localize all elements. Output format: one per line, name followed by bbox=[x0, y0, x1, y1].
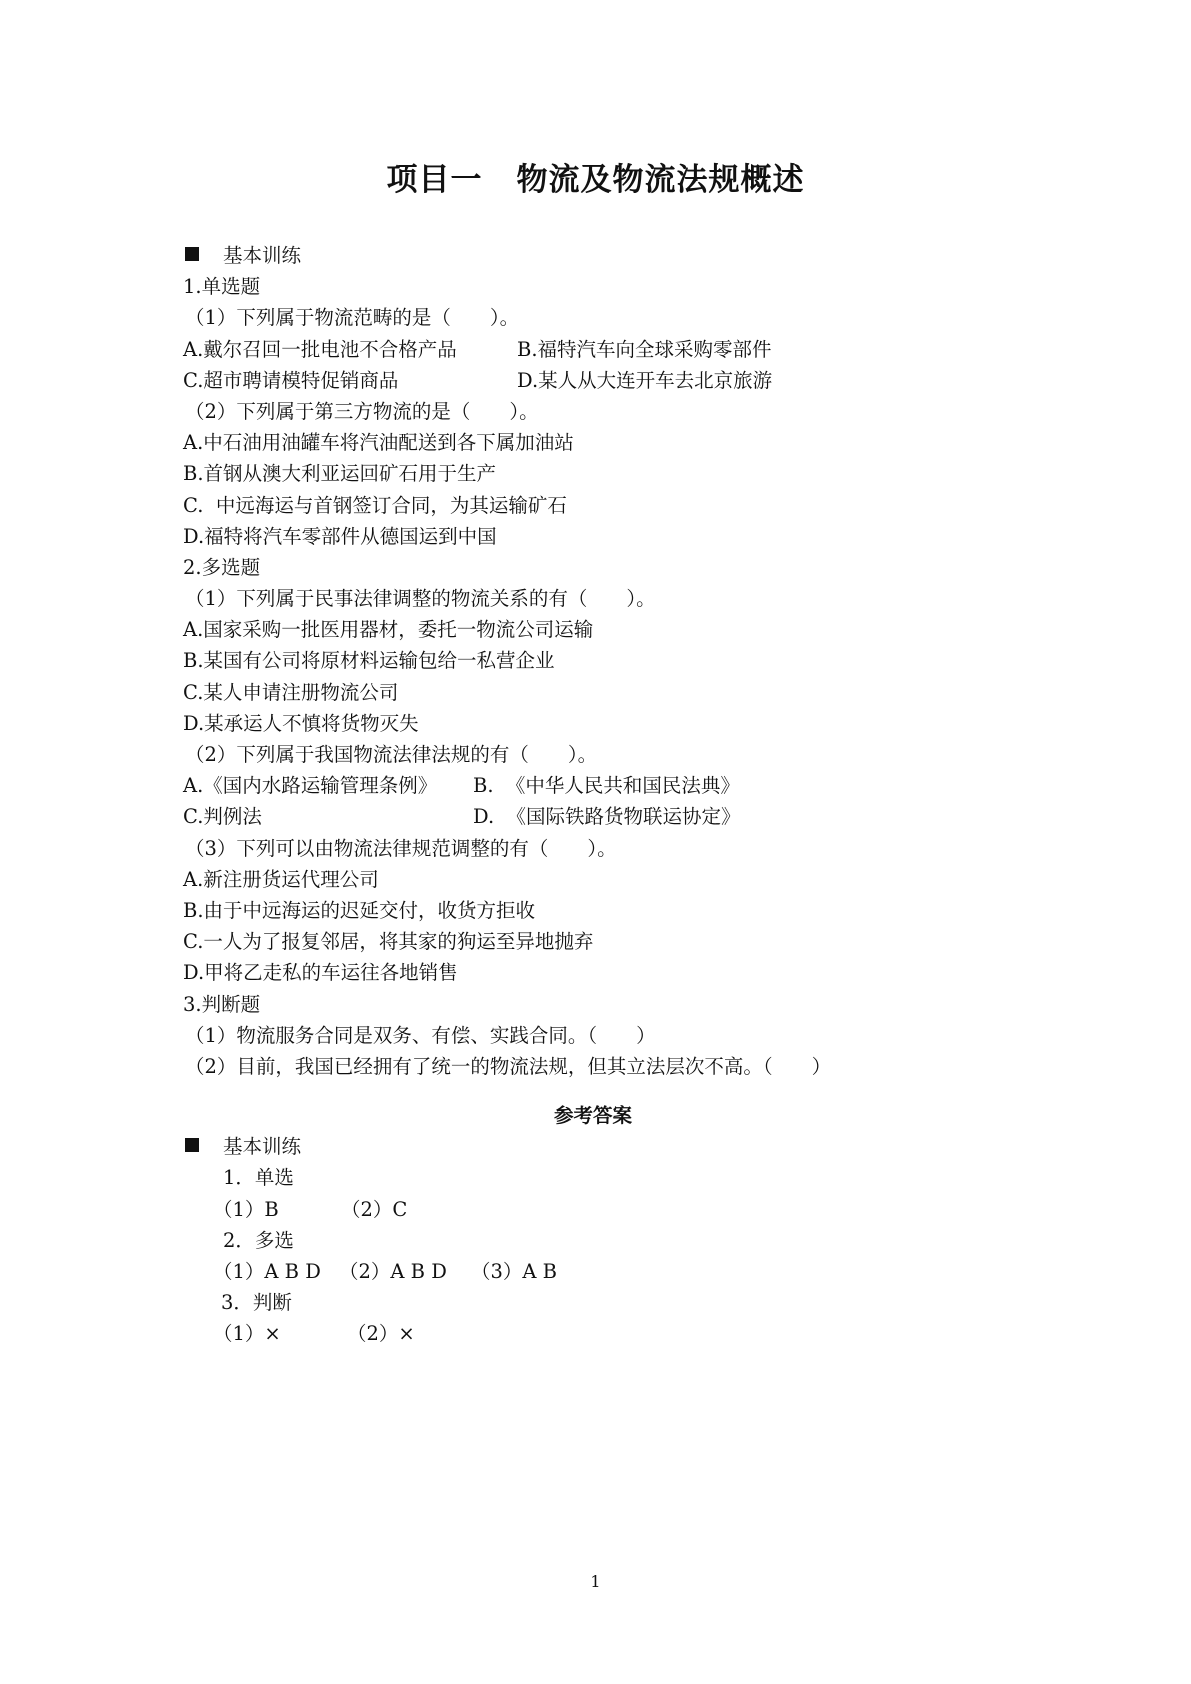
question-group-heading: 2.多选题 bbox=[183, 555, 261, 579]
question-text: （2）下列属于我国物流法律法规的有（ ）。 bbox=[185, 743, 598, 766]
option: A.新注册货运代理公司 bbox=[183, 867, 379, 891]
answer: （2）× bbox=[347, 1322, 415, 1346]
answer: （3）A B bbox=[471, 1260, 558, 1283]
question-text: （1）下列属于民事法律调整的物流关系的有（ ）。 bbox=[185, 587, 656, 611]
answers-section-heading bbox=[183, 1131, 1003, 1162]
question-text: （2）目前，我国已经拥有了统一的物流法规，但其立法层次不高。（ ） bbox=[185, 1054, 832, 1078]
option: D. 《国际铁路货物联运协定》 bbox=[473, 805, 741, 829]
answer: （1）× bbox=[213, 1322, 281, 1346]
title-part-2: 物流及物流法规概述 bbox=[516, 162, 805, 198]
option-row bbox=[183, 801, 1003, 832]
answer: （1）B bbox=[213, 1197, 279, 1221]
page-title bbox=[0, 154, 1191, 199]
answer: （2）C bbox=[341, 1197, 408, 1221]
section-heading-text: 基本训练 bbox=[223, 244, 302, 267]
title-part-1: 项目一 bbox=[386, 162, 483, 198]
option: B.首钢从澳大利亚运回矿石用于生产 bbox=[183, 462, 497, 486]
option: A.中石油用油罐车将汽油配送到各下属加油站 bbox=[183, 431, 574, 455]
section-heading bbox=[183, 240, 1003, 271]
square-bullet-icon bbox=[185, 1138, 199, 1152]
answer-group-heading: 2．多选 bbox=[223, 1228, 294, 1252]
answer-row bbox=[183, 1256, 1003, 1287]
question-text: （1）下列属于物流范畴的是（ ）。 bbox=[185, 306, 520, 330]
option: B. 《中华人民共和国民法典》 bbox=[473, 774, 740, 798]
answer-row bbox=[183, 1194, 1003, 1225]
option: C.超市聘请模特促销商品 bbox=[183, 368, 399, 392]
option: C.一人为了报复邻居，将其家的狗运至异地抛弃 bbox=[183, 930, 594, 954]
option: A.国家采购一批医用器材，委托一物流公司运输 bbox=[183, 618, 594, 642]
option: D.某人从大连开车去北京旅游 bbox=[517, 368, 773, 392]
question-text: （1）物流服务合同是双务、有偿、实践合同。（ ） bbox=[185, 1023, 656, 1047]
document-body bbox=[183, 240, 1003, 1350]
option: B.某国有公司将原材料运输包给一私营企业 bbox=[183, 649, 555, 673]
answers-title: 参考答案 bbox=[553, 1104, 632, 1128]
option: C.判例法 bbox=[183, 805, 262, 829]
question-text: （3）下列可以由物流法律规范调整的有（ ）。 bbox=[185, 836, 617, 860]
option: A.《国内水路运输管理条例》 bbox=[183, 774, 438, 798]
question-group-heading: 3.判断题 bbox=[183, 992, 261, 1016]
answer-group-heading: 1．单选 bbox=[223, 1166, 294, 1190]
option: A.戴尔召回一批电池不合格产品 bbox=[183, 337, 457, 361]
option: C. 中远海运与首钢签订合同，为其运输矿石 bbox=[183, 493, 567, 517]
question-group-heading: 1.单选题 bbox=[183, 275, 261, 299]
page-number: 1 bbox=[590, 1572, 601, 1591]
option: B.福特汽车向全球采购零部件 bbox=[517, 337, 772, 361]
option: D.甲将乙走私的车运往各地销售 bbox=[183, 961, 458, 985]
answer: （2）A B D bbox=[339, 1260, 447, 1283]
square-bullet-icon bbox=[185, 247, 199, 261]
question-text: （2）下列属于第三方物流的是（ ）。 bbox=[185, 399, 539, 423]
option: B.由于中远海运的迟延交付，收货方拒收 bbox=[183, 898, 536, 922]
option: D.某承运人不慎将货物灭失 bbox=[183, 711, 419, 735]
answer-row bbox=[183, 1318, 1003, 1349]
answer-group-heading: 3．判断 bbox=[221, 1291, 292, 1315]
option: C.某人申请注册物流公司 bbox=[183, 680, 399, 704]
option-row bbox=[183, 770, 1003, 801]
answer: （1）A B D bbox=[213, 1260, 321, 1283]
answers-section-text: 基本训练 bbox=[223, 1135, 302, 1159]
option-row bbox=[183, 334, 1003, 365]
option: D.福特将汽车零部件从德国运到中国 bbox=[183, 524, 497, 548]
option-row bbox=[183, 365, 1003, 396]
